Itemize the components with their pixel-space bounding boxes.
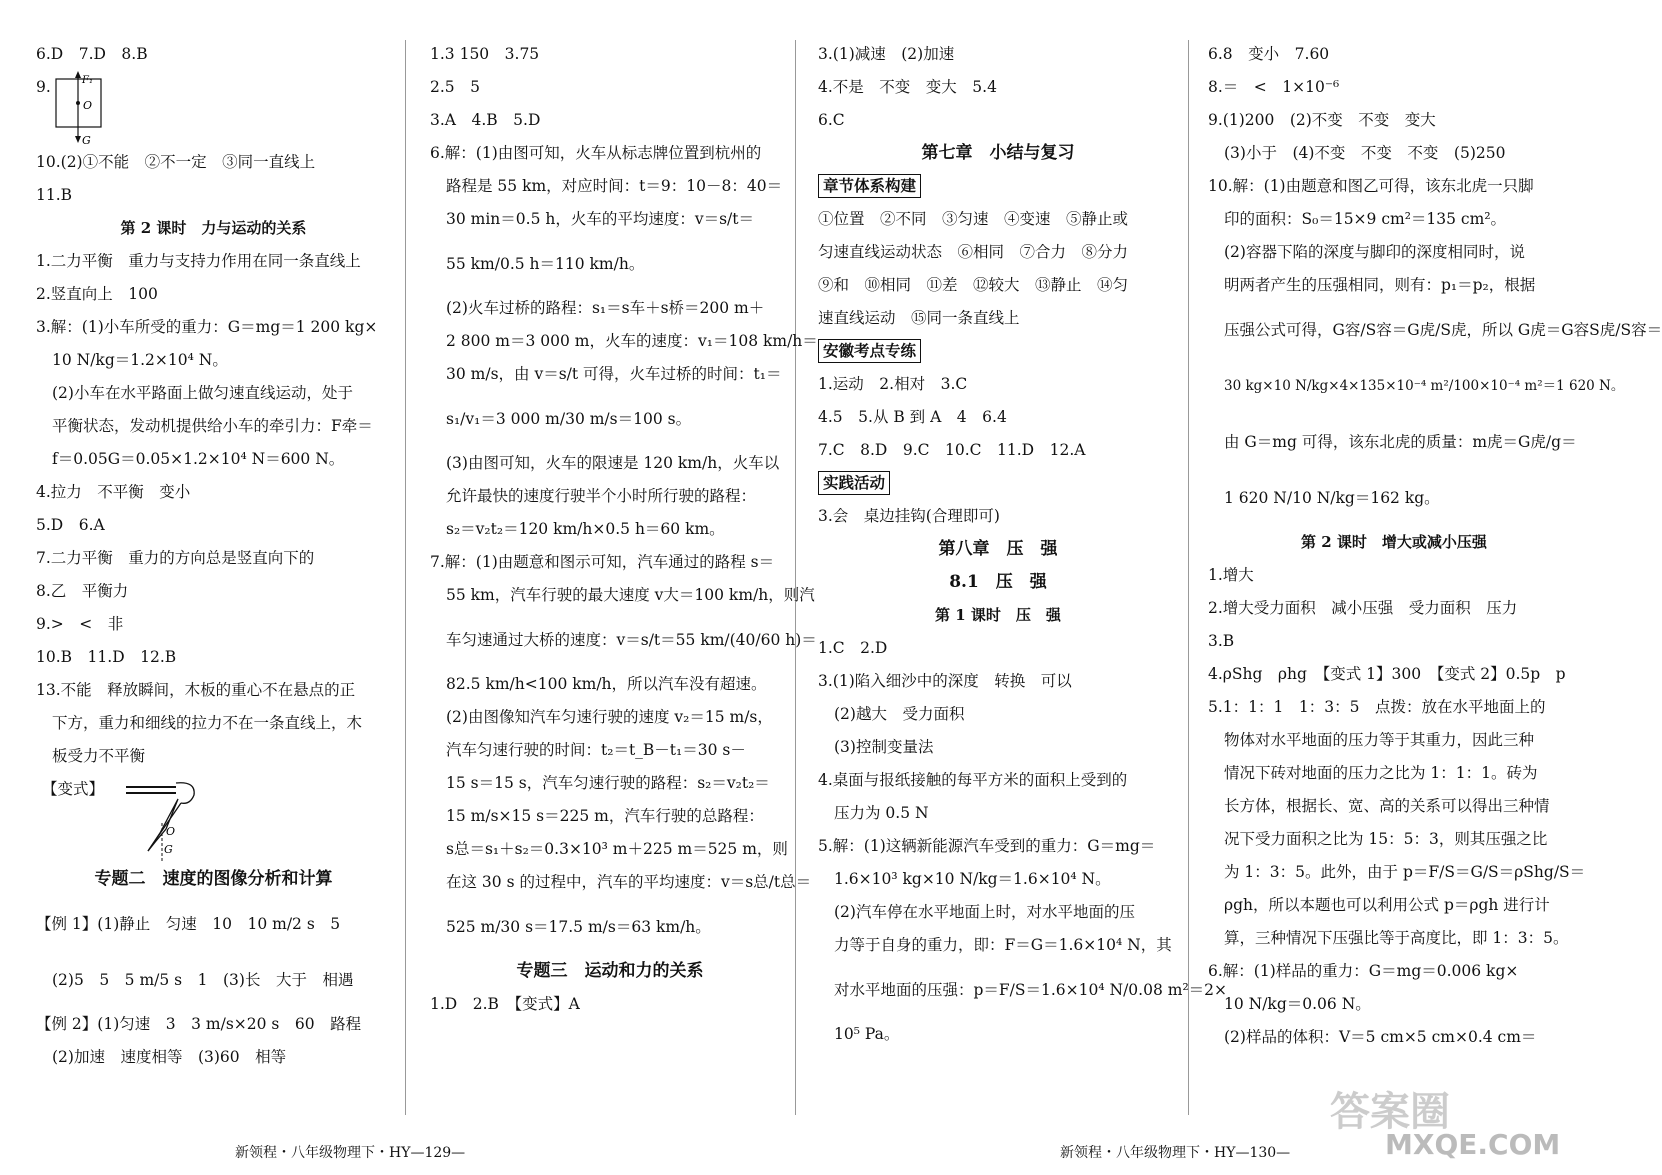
- answer-line: s总＝s₁＋s₂＝0.3×10³ m＋225 m＝525 m，则: [446, 840, 788, 858]
- answer-line: 10.解：(1)由题意和图乙可得，该东北虎一只脚: [1208, 177, 1534, 195]
- answer-line: 6.C: [818, 111, 845, 129]
- section-box-label: 章节体系构建: [818, 174, 921, 198]
- figure-block: [36, 773, 391, 863]
- answer-line: 平衡状态，发动机提供给小车的牵引力：F牵＝: [52, 417, 373, 435]
- answer-line: 【变式】: [42, 780, 105, 798]
- answer-line: 9.> < 非: [36, 615, 124, 633]
- column-1: [36, 38, 391, 1074]
- answer-line: (2)越大 受力面积: [834, 705, 965, 723]
- svg-text:G: G: [164, 843, 173, 856]
- column-2: [430, 38, 818, 1021]
- answer-line: 况下受力面积之比为 15：5：3，则其压强之比: [1224, 830, 1548, 848]
- answer-line: 1.运动 2.相对 3.C: [818, 375, 968, 393]
- answer-line: 5.解：(1)这辆新能源汽车受到的重力：G＝mg＝: [818, 837, 1156, 855]
- answer-line: 10⁵ Pa。: [834, 1025, 900, 1043]
- answer-line: 4.拉力 不平衡 变小: [36, 483, 191, 501]
- answer-line: 1.C 2.D: [818, 639, 888, 657]
- label-g: G: [82, 134, 91, 147]
- answer-line: 车匀速通过大桥的速度：v＝s/t＝55 km/(40/60 h)＝: [446, 631, 817, 649]
- section-box-label: 实践活动: [818, 471, 890, 495]
- answer-line: 2 800 m＝3 000 m，火车的速度：v₁＝108 km/h＝: [446, 332, 818, 350]
- answer-line: 明两者产生的压强相同，则有：p₁＝p₂，根据: [1224, 276, 1536, 294]
- answer-line: (2)加速 速度相等 (3)60 相等: [52, 1048, 287, 1066]
- answer-line: 13.不能 释放瞬间，木板的重心不在悬点的正: [36, 681, 356, 699]
- answer-line: 9.(1)200 (2)不变 不变 变大: [1208, 111, 1436, 129]
- answer-line: 路程是 55 km，对应时间：t＝9：10－8：40＝: [446, 177, 783, 195]
- answer-line: 汽车匀速行驶的时间：t₂＝t_B－t₁＝30 s－: [446, 741, 746, 759]
- watermark-logo: 答案圈: [1330, 1089, 1450, 1135]
- answer-line: 10.B 11.D 12.B: [36, 648, 177, 666]
- answer-line: 1.6×10³ kg×10 N/kg＝1.6×10⁴ N。: [834, 870, 1111, 888]
- chapter-heading: 第七章 小结与复习: [921, 143, 1075, 163]
- answer-line: 对水平地面的压强：p＝F/S＝1.6×10⁴ N/0.08 m²＝2×: [834, 981, 1228, 999]
- answer-line: 7.二力平衡 重力的方向总是竖直向下的: [36, 549, 315, 567]
- answer-line: 9.: [36, 78, 51, 96]
- answer-line: 下方，重力和细线的拉力不在一条直线上，木: [52, 714, 363, 732]
- answer-line: 物体对水平地面的压力等于其重力，因此三种: [1224, 731, 1535, 749]
- answer-line: 为 1：3：5。此外，由于 p＝F/S＝G/S＝ρShg/S＝: [1224, 863, 1586, 881]
- answer-line: s₂＝v₂t₂＝120 km/h×0.5 h＝60 km。: [446, 520, 725, 538]
- answer-line: 情况下砖对地面的压力之比为 1：1：1。砖为: [1224, 764, 1538, 782]
- answer-line: 3.A 4.B 5.D: [430, 111, 541, 129]
- answer-line: 7.C 8.D 9.C 10.C 11.D 12.A: [818, 441, 1086, 459]
- answer-line: 力等于自身的重力，即：F＝G＝1.6×10⁴ N，其: [834, 936, 1172, 954]
- answer-line: 30 min＝0.5 h，火车的平均速度：v＝s/t＝: [446, 210, 755, 228]
- answer-line: (2)由图像知汽车匀速行驶的速度 v₂＝15 m/s，: [446, 708, 773, 726]
- answer-line: 2.竖直向上 100: [36, 285, 158, 303]
- lesson-heading: 第 2 课时 增大或减小压强: [1301, 533, 1487, 551]
- answer-line: 1.二力平衡 重力与支持力作用在同一条直线上: [36, 252, 361, 270]
- answer-line: (2)汽车停在水平地面上时，对水平地面的压: [834, 903, 1135, 921]
- section-heading: 8.1 压 强: [949, 572, 1047, 592]
- answer-line: (3)由图可知，火车的限速是 120 km/h，火车以: [446, 454, 780, 472]
- answer-line: 6.解：(1)样品的重力：G＝mg＝0.006 kg×: [1208, 962, 1519, 980]
- page-footer-right: 新领程・八年级物理下・HY—130—: [1060, 1145, 1291, 1161]
- section-heading: 第 2 课时 力与运动的关系: [120, 219, 307, 237]
- answer-line: 4.5 5.从 B 到 A 4 6.4: [818, 408, 1007, 426]
- answer-line: 1.D 2.B 【变式】A: [430, 995, 580, 1013]
- answer-line: 速直线运动 ⑮同一条直线上: [818, 309, 1020, 327]
- answer-line: 82.5 km/h<100 km/h，所以汽车没有超速。: [446, 675, 767, 693]
- answer-line: 1.3 150 3.75: [430, 45, 540, 63]
- answer-line: 算，三种情况下压强比等于高度比，即 1：3：5。: [1224, 929, 1569, 947]
- answer-line: 8.＝ < 1×10⁻⁶: [1208, 78, 1340, 96]
- answer-line: s₁/v₁＝3 000 m/30 m/s＝100 s。: [446, 410, 692, 428]
- answer-line: 11.B: [36, 186, 73, 204]
- answer-line: 压力为 0.5 N: [834, 804, 929, 822]
- answer-line: 55 km，汽车行驶的最大速度 v大＝100 km/h，则汽: [446, 586, 815, 604]
- section-box-label: 安徽考点专练: [818, 339, 921, 363]
- answer-line: 8.乙 平衡力: [36, 582, 129, 600]
- answer-line: (2)5 5 5 m/5 s 1 (3)长 大于 相遇: [52, 971, 354, 989]
- section-heading: 专题二 速度的图像分析和计算: [94, 869, 333, 889]
- answer-line: 7.解：(1)由题意和图示可知，汽车通过的路程 s＝: [430, 553, 775, 571]
- answer-line: 1.增大: [1208, 566, 1254, 584]
- answer-line: 3.解：(1)小车所受的重力：G＝mg＝1 200 kg×: [36, 318, 378, 336]
- label-f1: F₁: [82, 75, 93, 86]
- svg-text:O: O: [166, 825, 176, 838]
- hanging-board-diagram: [126, 773, 246, 863]
- answer-line: 5.D 6.A: [36, 516, 105, 534]
- answer-line: ρgh，所以本题也可以利用公式 p＝ρgh 进行计: [1224, 896, 1550, 914]
- answer-line: 2.增大受力面积 减小压强 受力面积 压力: [1208, 599, 1518, 617]
- answer-line: 55 km/0.5 h＝110 km/h。: [446, 255, 645, 273]
- answer-line: 1 620 N/10 N/kg＝162 kg。: [1224, 489, 1440, 507]
- label-o: O: [83, 99, 93, 112]
- answer-line: (2)样品的体积：V＝5 cm×5 cm×0.4 cm＝: [1224, 1028, 1537, 1046]
- answer-line: 10.(2)①不能 ②不一定 ③同一直线上: [36, 153, 316, 171]
- answer-line: 4.ρShg ρhg 【变式 1】300 【变式 2】0.5p p: [1208, 665, 1566, 683]
- answer-line: 在这 30 s 的过程中，汽车的平均速度：v＝s总/t总＝: [446, 873, 812, 891]
- answer-line: 5.1：1：1 1：3：5 点拨：放在水平地面上的: [1208, 698, 1546, 716]
- answer-line: (2)容器下陷的深度与脚印的深度相同时，说: [1224, 243, 1525, 261]
- answer-line: 板受力不平衡: [52, 747, 146, 765]
- watermark-url: MXQE.COM: [1385, 1128, 1561, 1161]
- answer-line: 4.不是 不变 变大 5.4: [818, 78, 997, 96]
- answer-line: 10 N/kg＝0.06 N。: [1224, 995, 1371, 1013]
- answer-line: 匀速直线运动状态 ⑥相同 ⑦合力 ⑧分力: [818, 243, 1129, 261]
- answer-line: 15 m/s×15 s＝225 m，汽车行驶的总路程：: [446, 807, 764, 825]
- answer-line: 6.D 7.D 8.B: [36, 45, 148, 63]
- answer-line: 【例 2】(1)匀速 3 3 m/s×20 s 60 路程: [36, 1015, 362, 1033]
- answer-line: 3.(1)陷入细沙中的深度 转换 可以: [818, 672, 1072, 690]
- answer-line: 4.桌面与报纸接触的每平方米的面积上受到的: [818, 771, 1128, 789]
- answer-line: 2.5 5: [430, 78, 481, 96]
- answer-line: 3.B: [1208, 632, 1235, 650]
- answer-line: (2)小车在水平路面上做匀速直线运动，处于: [52, 384, 353, 402]
- answer-line: 【例 1】(1)静止 匀速 10 10 m/2 s 5: [36, 915, 341, 933]
- answer-line: ⑨和 ⑩相同 ⑪差 ⑫较大 ⑬静止 ⑭匀: [818, 276, 1129, 294]
- answer-line: 525 m/30 s＝17.5 m/s＝63 km/h。: [446, 918, 711, 936]
- lesson-heading: 第 1 课时 压 强: [935, 606, 1061, 624]
- answer-line: 印的面积：S₀＝15×9 cm²＝135 cm²。: [1224, 210, 1507, 228]
- answer-line: 10 N/kg＝1.2×10⁴ N。: [52, 351, 228, 369]
- answer-line: 压强公式可得，G容/S容＝G虎/S虎，所以 G虎＝G容S虎/S容＝: [1224, 321, 1662, 339]
- answer-line: 3.会 桌边挂钩(合理即可): [818, 507, 1000, 525]
- answer-line: 允许最快的速度行驶半个小时所行驶的路程：: [446, 487, 757, 505]
- answer-line: 3.(1)减速 (2)加速: [818, 45, 955, 63]
- answer-line: 15 s＝15 s，汽车匀速行驶的路程：s₂＝v₂t₂＝: [446, 774, 770, 792]
- answer-line: 30 kg×10 N/kg×4×135×10⁻⁴ m²/100×10⁻⁴ m²＝1 620 N。: [1224, 378, 1625, 394]
- chapter-heading: 第八章 压 强: [938, 539, 1058, 559]
- answer-line: (3)小于 (4)不变 不变 不变 (5)250: [1224, 144, 1506, 162]
- answer-line: 30 m/s，由 v＝s/t 可得，火车过桥的时间：t₁＝: [446, 365, 782, 383]
- answer-line: ①位置 ②不同 ③匀速 ④变速 ⑤静止或: [818, 210, 1129, 228]
- answer-line: 6.8 变小 7.60: [1208, 45, 1330, 63]
- answer-line: (2)火车过桥的路程：s₁＝s车＋s桥＝200 m＋: [446, 299, 765, 317]
- answer-line: 长方体，根据长、宽、高的关系可以得出三种情: [1224, 797, 1550, 815]
- force-diagram: [46, 71, 166, 146]
- answer-line: 6.解：(1)由图可知，火车从标志牌位置到杭州的: [430, 144, 762, 162]
- column-4: [1208, 38, 1662, 1054]
- answer-line: f＝0.05G＝0.05×1.2×10⁴ N＝600 N。: [52, 450, 345, 468]
- answer-line: (3)控制变量法: [834, 738, 934, 756]
- section-heading: 专题三 运动和力的关系: [516, 961, 704, 981]
- answer-line: 由 G＝mg 可得，该东北虎的质量：m虎＝G虎/g＝: [1224, 433, 1577, 451]
- page-footer-left: 新领程・八年级物理下・HY—129—: [235, 1145, 466, 1161]
- figure-block: [36, 71, 391, 146]
